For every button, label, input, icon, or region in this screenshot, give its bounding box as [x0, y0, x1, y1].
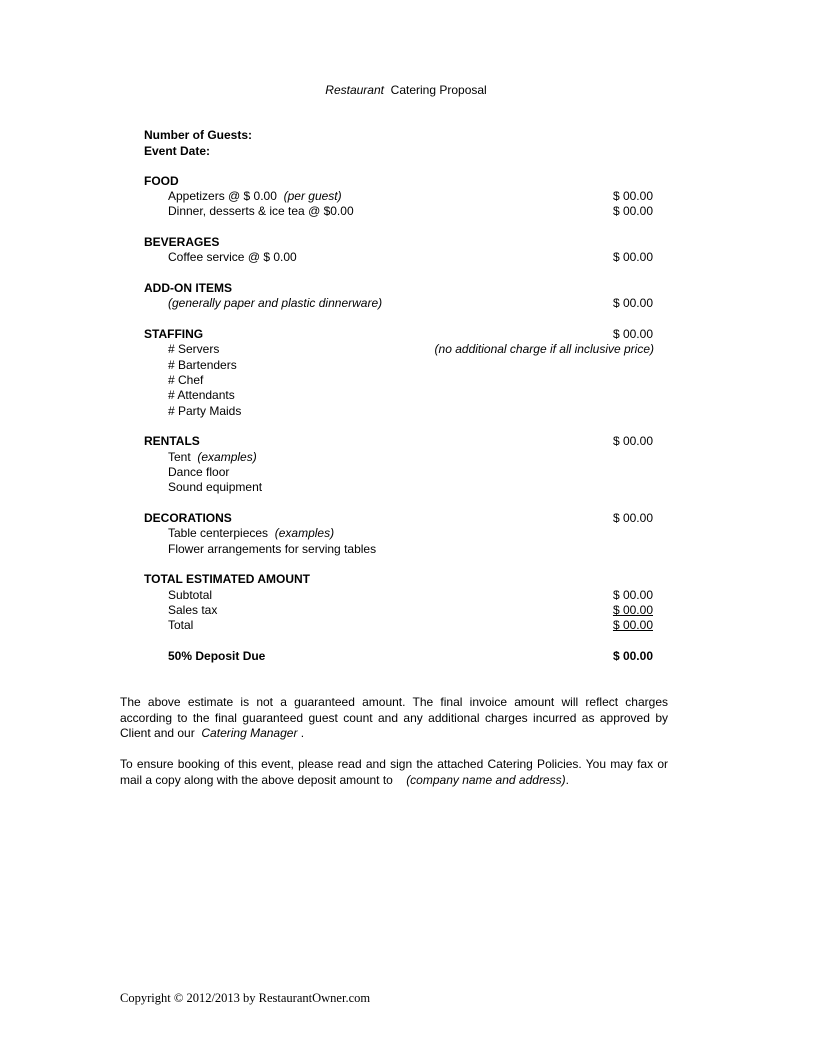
decorations-item-centerpieces-note: (examples) — [274, 526, 335, 540]
subtotal-label: Subtotal — [168, 588, 213, 602]
food-item-appetizers-note: (per guest) — [283, 189, 342, 203]
deposit-label: 50% Deposit Due — [168, 649, 266, 663]
estimate-disclaimer — [120, 695, 668, 742]
deposit-amount: $ 00.00 — [612, 649, 653, 663]
rentals-item-tent — [168, 450, 257, 465]
decorations-item-centerpieces-text: Table centerpieces — [168, 526, 269, 540]
total-label: Total — [168, 618, 194, 632]
copyright-footer: Copyright © 2012/2013 by RestaurantOwner.com — [120, 991, 371, 1005]
event-date-label: Event Date: — [144, 144, 211, 158]
food-item-appetizers — [168, 189, 342, 204]
staffing-item-party-maids: # Party Maids — [168, 404, 242, 418]
staffing-item-attendants: # Attendants — [168, 388, 235, 402]
booking-instructions — [120, 757, 668, 788]
staffing-heading: STAFFING — [144, 327, 204, 341]
total-heading: TOTAL ESTIMATED AMOUNT — [144, 572, 310, 586]
beverages-item-coffee: Coffee service @ $ 0.00 — [168, 250, 297, 264]
rentals-item-tent-text: Tent — [168, 450, 191, 464]
food-heading: FOOD — [144, 174, 179, 188]
decorations-item-centerpieces — [168, 526, 334, 541]
title-italic: Restaurant — [325, 83, 384, 97]
total-amount: $ 00.00 — [612, 618, 653, 632]
addons-heading: ADD-ON ITEMS — [144, 281, 232, 295]
sales-tax-amount: $ 00.00 — [612, 603, 653, 617]
rentals-amount: $ 00.00 — [612, 434, 653, 448]
staffing-item-chef: # Chef — [168, 373, 204, 387]
staffing-item-bartenders: # Bartenders — [168, 358, 237, 372]
estimate-disclaimer-italic: Catering Manager — [201, 726, 298, 740]
booking-instructions-italic: (company name and address) — [406, 772, 566, 787]
staffing-item-servers: # Servers — [168, 342, 220, 356]
food-item-appetizers-amount: $ 00.00 — [612, 189, 653, 203]
food-item-appetizers-text: Appetizers @ $ 0.00 — [168, 189, 277, 203]
estimate-disclaimer-end: . — [300, 726, 305, 740]
guests-label: Number of Guests: — [144, 128, 253, 142]
document-title — [0, 83, 812, 97]
decorations-amount: $ 00.00 — [612, 511, 653, 525]
booking-instructions-end: . — [565, 772, 569, 787]
food-item-dinner: Dinner, desserts & ice tea @ $0.00 — [168, 204, 354, 218]
estimate-disclaimer-text: The above estimate is not a guaranteed amount. The final invoice amount will reflect charges according to the final guaranteed guest count and any additional charges incurred as approved by Client and our — [120, 695, 668, 740]
title-rest: Catering Proposal — [390, 83, 487, 97]
rentals-item-dance-floor: Dance floor — [168, 465, 230, 479]
beverages-item-coffee-amount: $ 00.00 — [612, 250, 653, 264]
beverages-heading: BEVERAGES — [144, 235, 220, 249]
sales-tax-label: Sales tax — [168, 603, 218, 617]
rentals-heading: RENTALS — [144, 434, 200, 448]
staffing-amount: $ 00.00 — [612, 327, 653, 341]
subtotal-amount: $ 00.00 — [612, 588, 653, 602]
food-item-dinner-amount: $ 00.00 — [612, 204, 653, 218]
addons-item-dinnerware: (generally paper and plastic dinnerware) — [168, 296, 383, 310]
staffing-note: (no additional charge if all inclusive price) — [434, 342, 654, 356]
rentals-item-tent-note: (examples) — [197, 450, 257, 464]
addons-item-dinnerware-amount: $ 00.00 — [612, 296, 653, 310]
booking-instructions-text: To ensure booking of this event, please read and sign the attached Catering Policies. You may fax or mail a copy along with the above deposit amount to — [120, 757, 668, 787]
rentals-item-sound: Sound equipment — [168, 480, 263, 494]
decorations-heading: DECORATIONS — [144, 511, 232, 525]
decorations-item-flowers: Flower arrangements for serving tables — [168, 542, 377, 556]
